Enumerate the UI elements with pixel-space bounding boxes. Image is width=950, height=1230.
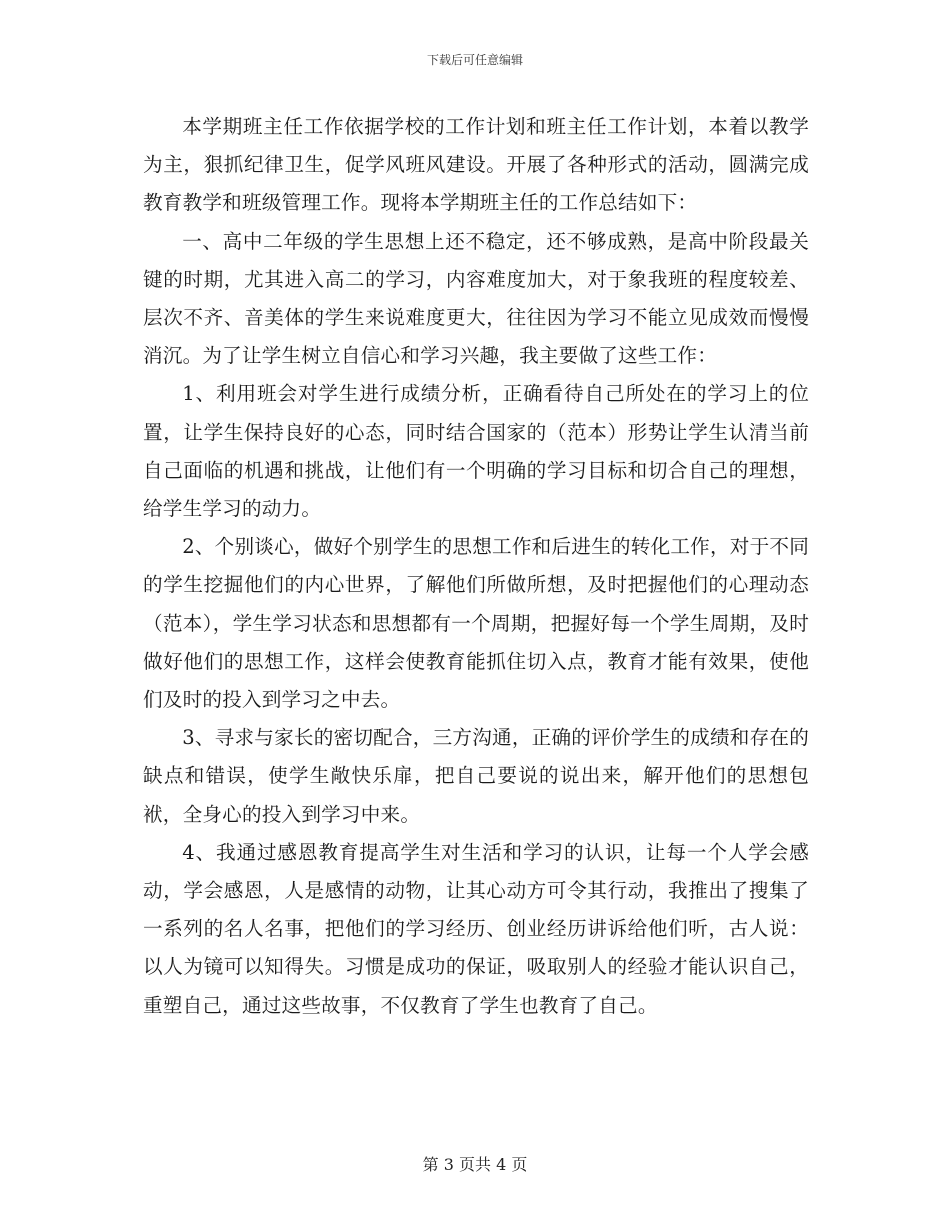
- paragraph-item-3: 3、寻求与家长的密切配合，三方沟通，正确的评价学生的成绩和存在的缺点和错误，使学生敞快乐扉，把自己要说的说出来，解开他们的思想包袱，全身心的投入到学习中来。: [143, 726, 809, 826]
- paragraph-section-one: 一、高中二年级的学生思想上还不稳定，还不够成熟，是高中阶段最关键的时期，尤其进入高二的学习，内容难度加大，对于象我班的程度较差、层次不齐、音美体的学生来说难度更大，往往因为学习不能立见成效而慢慢消沉。为了让学生树立自信心和学习兴趣，我主要做了这些工作：: [143, 229, 809, 368]
- document-body: [143, 108, 809, 1025]
- paragraph-item-4: 4、我通过感恩教育提高学生对生活和学习的认识，让每一个人学会感动，学会感恩，人是感情的动物，让其心动方可令其行动，我推出了搜集了一系列的名人名事，把他们的学习经历、创业经历讲诉给他们听，古人说：以人为镜可以知得失。习惯是成功的保证，吸取别人的经验才能认识自己，重塑自己，通过这些故事，不仅教育了学生也教育了自己。: [143, 840, 809, 1017]
- paragraph-item-2: 2、个别谈心，做好个别学生的思想工作和后进生的转化工作，对于不同的学生挖掘他们的内心世界，了解他们所做所想，及时把握他们的心理动态（范本），学生学习状态和思想都有一个周期，把握好每一个学生周期，及时做好他们的思想工作，这样会使教育能抓住切入点，教育才能有效果，使他们及时的投入到学习之中去。: [143, 535, 809, 712]
- page-header: 下载后可任意编辑: [426, 53, 523, 67]
- paragraph-intro: 本学期班主任工作依据学校的工作计划和班主任工作计划，本着以教学为主，狠抓纪律卫生，促学风班风建设。开展了各种形式的活动，圆满完成教育教学和班级管理工作。现将本学期班主任的工作总结如下：: [143, 115, 809, 215]
- paragraph-item-1: 1、利用班会对学生进行成绩分析，正确看待自己所处在的学习上的位置，让学生保持良好的心态，同时结合国家的（范本）形势让学生认清当前自己面临的机遇和挑战，让他们有一个明确的学习目标和切合自己的理想，给学生学习的动力。: [143, 382, 809, 521]
- page-number: 第 3 页共 4 页: [422, 1155, 528, 1174]
